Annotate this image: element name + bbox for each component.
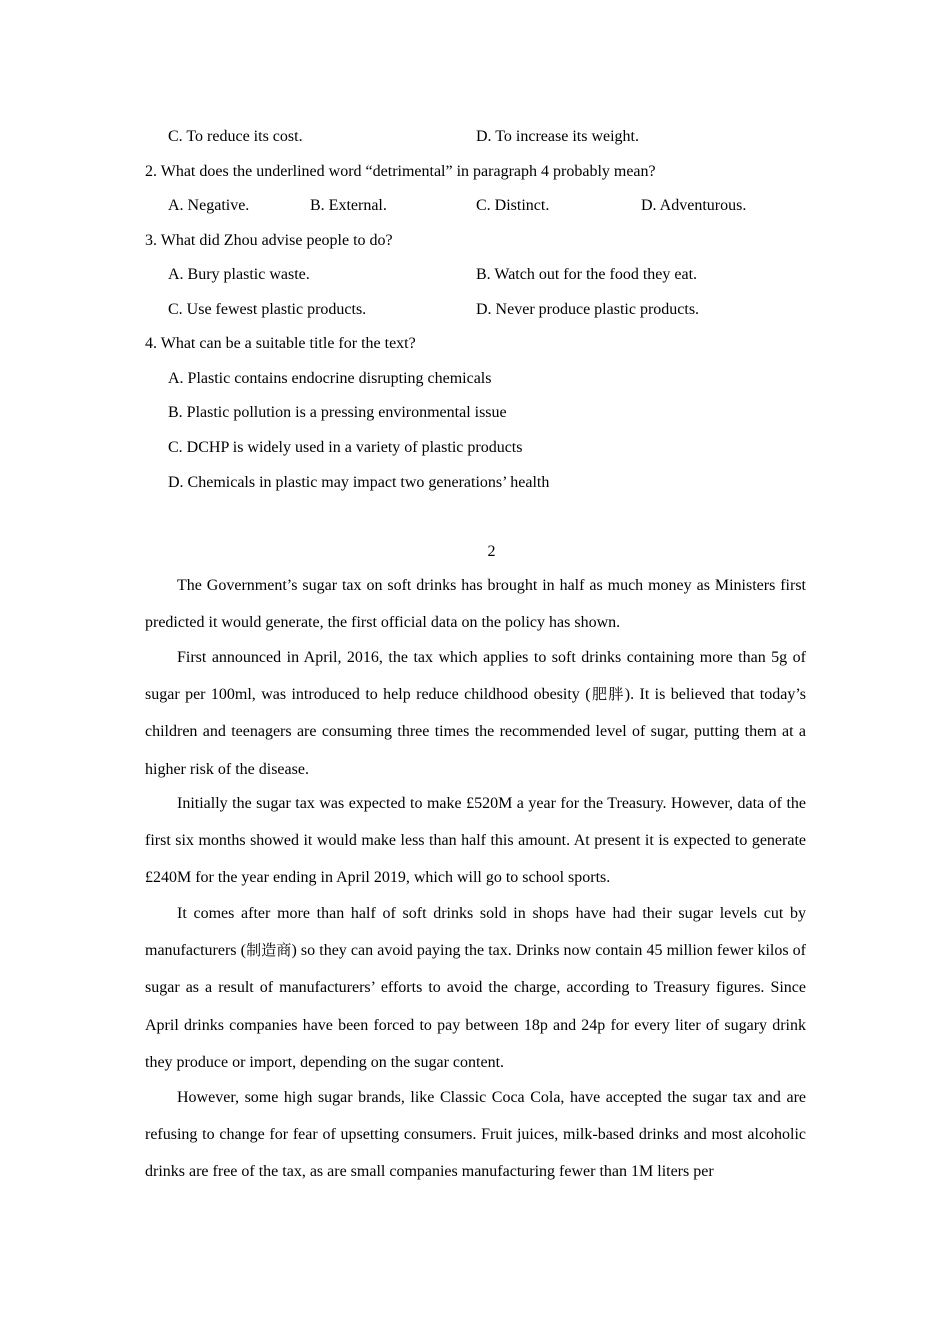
paragraph-2-text-start: First announced in April, 2016, the tax which applies to soft drinks containing more than 5g of sugar per 100ml, was introduced to help reduce childhood obesity (: [145, 649, 806, 704]
q4-option-b: B. Plastic pollution is a pressing environmental issue: [168, 404, 507, 421]
gloss-obesity: 肥胖: [590, 685, 625, 704]
q2-stem: 2. What does the underlined word “detrimental” in paragraph 4 probably mean?: [145, 163, 656, 180]
q4-option-d: D. Chemicals in plastic may impact two generations’ health: [168, 474, 550, 491]
passage-paragraph-4: [145, 895, 806, 1081]
paragraph-4-text-end: ) so they can avoid paying the tax. Drinks now contain 45 million fewer kilos of sugar as a result of manufacturers’ efforts to avoid the charge, according to Treasury figures. Since April drinks companies have been forced to pay between 18p and 24p for every liter of sugary drink they produce or import, depending on the sugar content.: [145, 942, 807, 1071]
paragraph-2-text-end: ). It is believed that today’s children and teenagers are consuming three times the recommended level of sugar, putting them at a higher risk of the disease.: [145, 686, 806, 778]
q3-option-c: C. Use fewest plastic products.: [168, 301, 367, 318]
q3-stem: 3. What did Zhou advise people to do?: [145, 232, 393, 249]
q2-option-b: B. External.: [310, 197, 387, 214]
q4-option-a: A. Plastic contains endocrine disrupting chemicals: [168, 370, 492, 387]
q2-option-d: D. Adventurous.: [641, 197, 747, 214]
q2-option-c: C. Distinct.: [476, 197, 550, 214]
gloss-manufacturers: 制造商: [245, 941, 292, 960]
q3-option-d: D. Never produce plastic products.: [476, 301, 700, 318]
q3-option-a: A. Bury plastic waste.: [168, 266, 310, 283]
passage-paragraph-5: However, some high sugar brands, like Classic Coca Cola, have accepted the sugar tax and are refusing to change for fear of upsetting consumers. Fruit juices, milk-based drinks and most alcoholic drinks are free of the tax, as are small companies manufacturing fewer than 1M liters per: [145, 1089, 806, 1181]
q3-option-b: B. Watch out for the food they eat.: [476, 266, 698, 283]
q1-option-c: C. To reduce its cost.: [168, 128, 303, 145]
paragraph-4-text-start: It comes after more than half of soft drinks sold in shops have had their sugar levels cut by manufacturers (: [145, 905, 806, 960]
q4-option-c: C. DCHP is widely used in a variety of plastic products: [168, 439, 523, 456]
q4-stem: 4. What can be a suitable title for the text?: [145, 335, 416, 352]
passage-paragraph-2: [145, 639, 806, 788]
passage-paragraph-3: Initially the sugar tax was expected to make £520M a year for the Treasury. However, data of the first six months showed it would make less than half this amount. At present it is expected to generate £240M for the year ending in April 2019, which will go to school sports.: [145, 795, 806, 887]
q2-option-a: A. Negative.: [168, 197, 250, 214]
q1-option-d: D. To increase its weight.: [476, 128, 639, 145]
passage-paragraph-1: The Government’s sugar tax on soft drinks has brought in half as much money as Ministers first predicted it would generate, the first official data on the policy has shown.: [145, 577, 806, 632]
passage-number: 2: [487, 543, 496, 560]
